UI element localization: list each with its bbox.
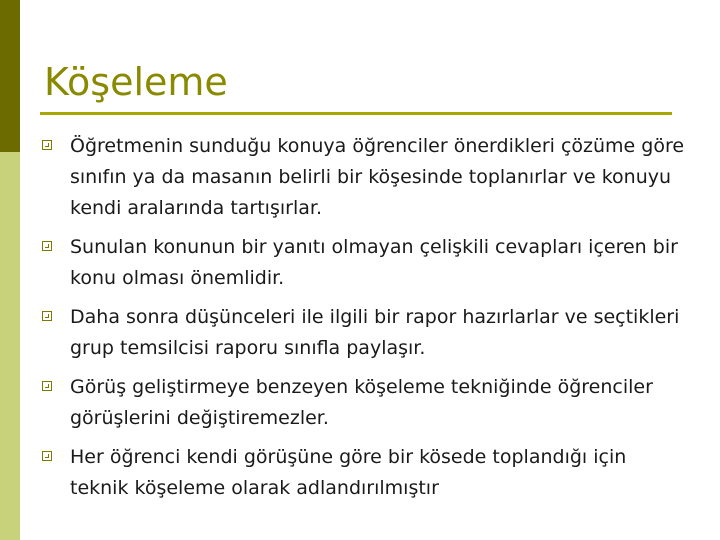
square-bullet-icon (42, 140, 52, 150)
bullet-list (38, 131, 688, 512)
square-bullet-icon (42, 451, 52, 461)
square-bullet-icon (42, 311, 52, 321)
bullet-item (38, 232, 688, 294)
title-underline (40, 112, 672, 115)
bullet-text: Öğretmenin sunduğu konuya öğrenciler önerdikleri çözüme göre sınıfın ya da masanın belirli bir köşesinde toplanırlar ve konuyu kendi aralarında tartışırlar. (70, 135, 685, 219)
bullet-item (38, 372, 688, 434)
bullet-item (38, 131, 688, 224)
square-bullet-icon (42, 381, 52, 391)
slide-title: Köşeleme (44, 60, 228, 104)
sidebar-accent-light (0, 152, 20, 540)
bullet-text: Görüş geliştirmeye benzeyen köşeleme tekniğinde öğrenciler görüşlerini değiştiremezler. (70, 376, 653, 429)
bullet-item (38, 302, 688, 364)
bullet-text: Daha sonra düşünceleri ile ilgili bir rapor hazırlarlar ve seçtikleri grup temsilcisi raporu sınıfla paylaşır. (70, 306, 680, 359)
bullet-text: Sunulan konunun bir yanıtı olmayan çelişkili cevapları içeren bir konu olması önemlidir. (70, 236, 678, 289)
bullet-item (38, 442, 688, 504)
bullet-text: Her öğrenci kendi görüşüne göre bir kösede toplandığı için teknik köşeleme olarak adlandırılmıştır (70, 446, 627, 499)
square-bullet-icon (42, 241, 52, 251)
sidebar-accent-dark (0, 0, 20, 152)
